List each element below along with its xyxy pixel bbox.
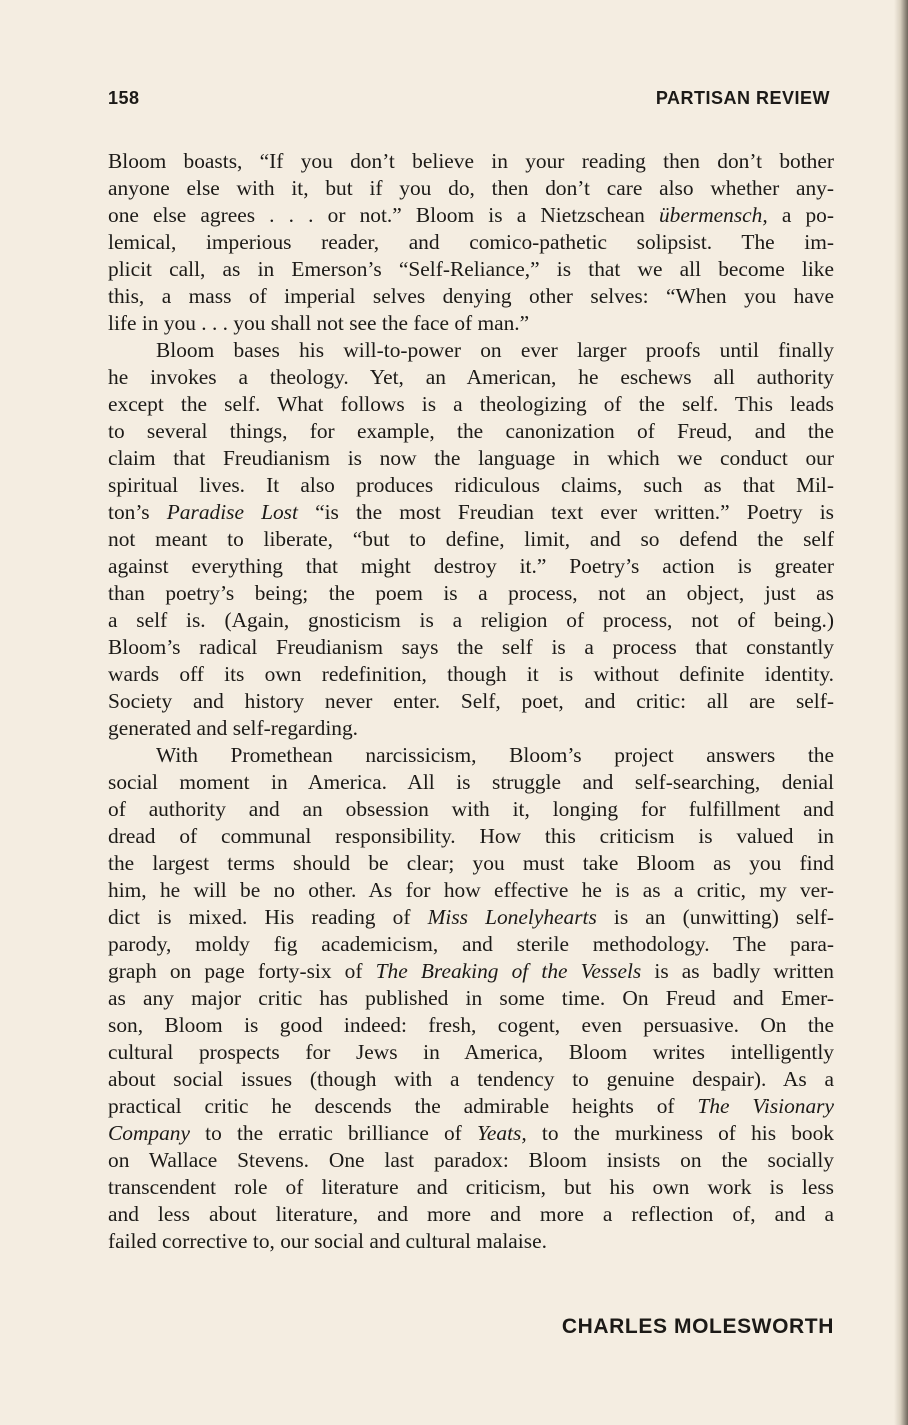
text-line (108, 391, 834, 418)
text-run: on Wallace Stevens. One last paradox: Bloom insists on the socially (108, 1148, 834, 1172)
text-run: of authority and an obsession with it, longing for fulfillment and (108, 797, 834, 821)
text-line (108, 823, 834, 850)
text-run: than poetry’s being; the poem is a process, not an object, just as (108, 581, 834, 605)
text-run: the largest terms should be clear; you must take Bloom as you find (108, 851, 834, 875)
text-run: a po- (767, 203, 834, 227)
text-run: life in you . . . you shall not see the face of man.” (108, 311, 530, 335)
text-run: “is the most Freudian text ever written.” Poetry is (297, 500, 834, 524)
text-run: is an (unwitting) self- (596, 905, 834, 929)
text-line (108, 310, 834, 337)
text-run: dread of communal responsibility. How this criticism is valued in (108, 824, 834, 848)
text-run: he invokes a theology. Yet, an American, he eschews all authority (108, 365, 834, 389)
text-run: Society and history never enter. Self, poet, and critic: all are self- (108, 689, 834, 713)
text-line (108, 688, 834, 715)
text-line (108, 796, 834, 823)
text-line (108, 1093, 834, 1120)
text-line (108, 607, 834, 634)
text-run: dict is mixed. His reading of (108, 905, 428, 929)
text-line (108, 958, 834, 985)
paragraph (108, 337, 834, 742)
text-run: as any major critic has published in some time. On Freud and Emer- (108, 986, 834, 1010)
text-line (108, 1012, 834, 1039)
text-line (108, 202, 834, 229)
text-run: social moment in America. All is struggle and self-searching, denial (108, 770, 834, 794)
text-run: ton’s (108, 500, 167, 524)
text-run: generated and self-regarding. (108, 716, 359, 740)
text-run: and less about literature, and more and more a reflection of, and a (108, 1202, 834, 1226)
text-run: against everything that might destroy it.” Poetry’s action is greater (108, 554, 834, 578)
text-line (108, 904, 834, 931)
text-line (108, 148, 834, 175)
text-line (108, 499, 834, 526)
text-line (108, 283, 834, 310)
text-run: lemical, imperious reader, and comico-pathetic solipsist. The im- (108, 230, 834, 254)
italic-title: The Breaking of the Vessels (375, 959, 642, 983)
italic-title: übermensch, (658, 203, 768, 227)
text-line (108, 256, 834, 283)
text-run: not meant to liberate, “but to define, limit, and so defend the self (108, 527, 834, 551)
author-signature: CHARLES MOLESWORTH (561, 1315, 834, 1338)
italic-title: Yeats, (476, 1121, 527, 1145)
text-run: failed corrective to, our social and cultural malaise. (108, 1229, 547, 1253)
text-run: anyone else with it, but if you do, then don’t care also whether any- (108, 176, 834, 200)
italic-title: Paradise Lost (166, 500, 298, 524)
text-line (108, 1120, 834, 1147)
text-run: Bloom bases his will-to-power on ever larger proofs until finally (156, 338, 834, 362)
text-run: Bloom boasts, “If you don’t believe in your reading then don’t bother (108, 149, 834, 173)
text-line (108, 526, 834, 553)
text-line (108, 418, 834, 445)
text-line (108, 661, 834, 688)
text-line (108, 850, 834, 877)
text-run: With Promethean narcissicism, Bloom’s project answers the (156, 743, 834, 767)
text-run: practical critic he descends the admirable heights of (108, 1094, 698, 1118)
text-line (108, 742, 834, 769)
italic-title: Miss Lonelyhearts (427, 905, 597, 929)
text-run: to the murkiness of his book (526, 1121, 835, 1145)
text-line (108, 1201, 834, 1228)
text-run: parody, moldy fig academicism, and sterile methodology. The para- (108, 932, 834, 956)
text-line (108, 364, 834, 391)
text-run: cultural prospects for Jews in America, Bloom writes intelligently (108, 1040, 834, 1064)
text-line (108, 472, 834, 499)
text-line (108, 715, 834, 742)
text-line (108, 175, 834, 202)
page-edge-shadow (894, 0, 908, 1425)
text-run: son, Bloom is good indeed: fresh, cogent, even persuasive. On the (108, 1013, 834, 1037)
text-line (108, 1039, 834, 1066)
text-line (108, 553, 834, 580)
text-line (108, 931, 834, 958)
text-line (108, 580, 834, 607)
text-run: Bloom’s radical Freudianism says the self is a process that constantly (108, 635, 834, 659)
text-run: about social issues (though with a tendency to genuine despair). As a (108, 1067, 834, 1091)
text-run: to several things, for example, the canonization of Freud, and the (108, 419, 834, 443)
text-line (108, 1066, 834, 1093)
text-run: transcendent role of literature and criticism, but his own work is less (108, 1175, 834, 1199)
text-run: except the self. What follows is a theologizing of the self. This leads (108, 392, 834, 416)
text-line (108, 634, 834, 661)
text-line (108, 1147, 834, 1174)
text-run: this, a mass of imperial selves denying other selves: “When you have (108, 284, 834, 308)
paragraph (108, 148, 834, 337)
page-number: 158 (108, 88, 140, 108)
text-run: plicit call, as in Emerson’s “Self-Reliance,” is that we all become like (108, 257, 834, 281)
italic-title: The Visionary (697, 1094, 834, 1118)
text-run: is as badly written (641, 959, 834, 983)
text-line (108, 1228, 834, 1255)
running-header (108, 88, 830, 109)
text-line (108, 877, 834, 904)
text-run: one else agrees . . . or not.” Bloom is a Nietzschean (108, 203, 659, 227)
text-run: spiritual lives. It also produces ridiculous claims, such as that Mil- (108, 473, 834, 497)
text-line (108, 445, 834, 472)
article-body (108, 148, 834, 1255)
journal-title: PARTISAN REVIEW (655, 88, 830, 108)
italic-title: Company (108, 1121, 190, 1145)
text-line (108, 229, 834, 256)
text-line (108, 337, 834, 364)
text-line (108, 1174, 834, 1201)
text-run: wards off its own redefinition, though it is without definite identity. (108, 662, 834, 686)
text-line (108, 769, 834, 796)
paragraph (108, 742, 834, 1255)
text-run: to the erratic brilliance of (190, 1121, 477, 1145)
text-run: claim that Freudianism is now the language in which we conduct our (108, 446, 834, 470)
text-run: a self is. (Again, gnosticism is a religion of process, not of being.) (108, 608, 834, 632)
text-line (108, 985, 834, 1012)
text-run: him, he will be no other. As for how effective he is as a critic, my ver- (108, 878, 834, 902)
text-run: graph on page forty-six of (108, 959, 376, 983)
